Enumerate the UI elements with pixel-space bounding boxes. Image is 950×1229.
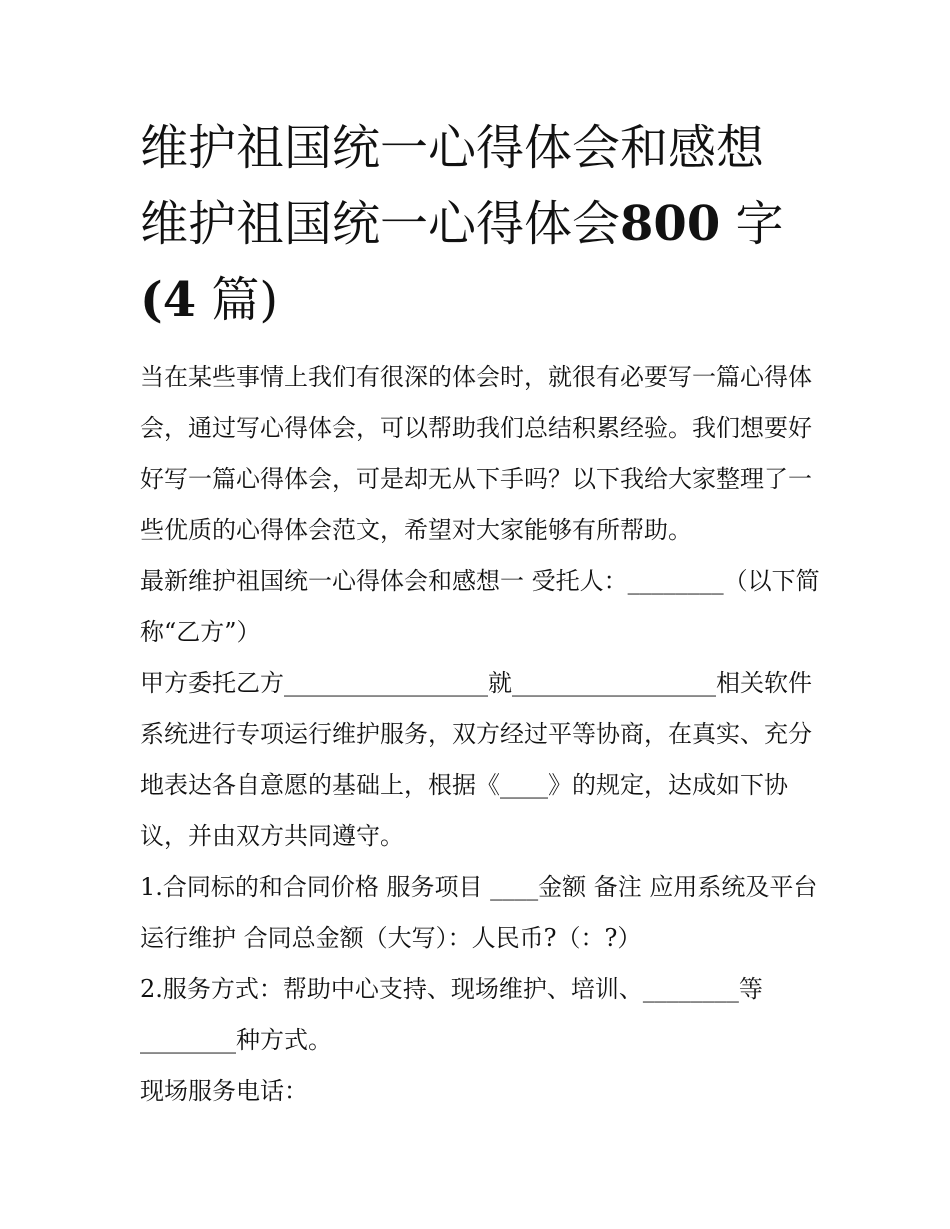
title-word-count: 800 (620, 196, 721, 252)
title-line-2-text: 维护祖国统一心得体会 (140, 196, 621, 252)
document-page (140, 110, 820, 1117)
title-article-count: (4 (140, 272, 197, 328)
title-line-3 (140, 262, 820, 338)
document-title (140, 110, 820, 338)
title-line-3-suffix: 篇) (211, 272, 279, 328)
document-body (140, 352, 820, 1117)
title-line-2 (140, 186, 820, 262)
service-phone-paragraph: 现场服务电话： (140, 1077, 308, 1105)
agreement-paragraph: 甲方委托乙方_________________就_________________相关软件系统进行专项运行维护服务，双方经过平等协商，在真实、充分地表达各自意愿的基础上，根据《____》的规定，达成如下协议，并由双方共同遵守。 (140, 669, 812, 850)
intro-paragraph: 当在某些事情上我们有很深的体会时，就很有必要写一篇心得体会，通过写心得体会，可以帮助我们总结积累经验。我们想要好好写一篇心得体会，可是却无从下手吗？以下我给大家整理了一些优质的心得体会范文，希望对大家能够有所帮助。 (140, 363, 812, 544)
contract-price-paragraph: 1.合同标的和合同价格 服务项目 ____金额 备注 应用系统及平台运行维护 合同总金额（大写）：人民币?（：?） (140, 873, 818, 952)
service-method-paragraph: 2.服务方式：帮助中心支持、现场维护、培训、________等________种方式。 (140, 975, 763, 1054)
title-line-1: 维护祖国统一心得体会和感想 (140, 120, 765, 176)
title-line-2-suffix: 字 (735, 196, 784, 252)
section-heading-paragraph: 最新维护祖国统一心得体会和感想一 受托人：________（以下简称“乙方”） (140, 567, 820, 646)
